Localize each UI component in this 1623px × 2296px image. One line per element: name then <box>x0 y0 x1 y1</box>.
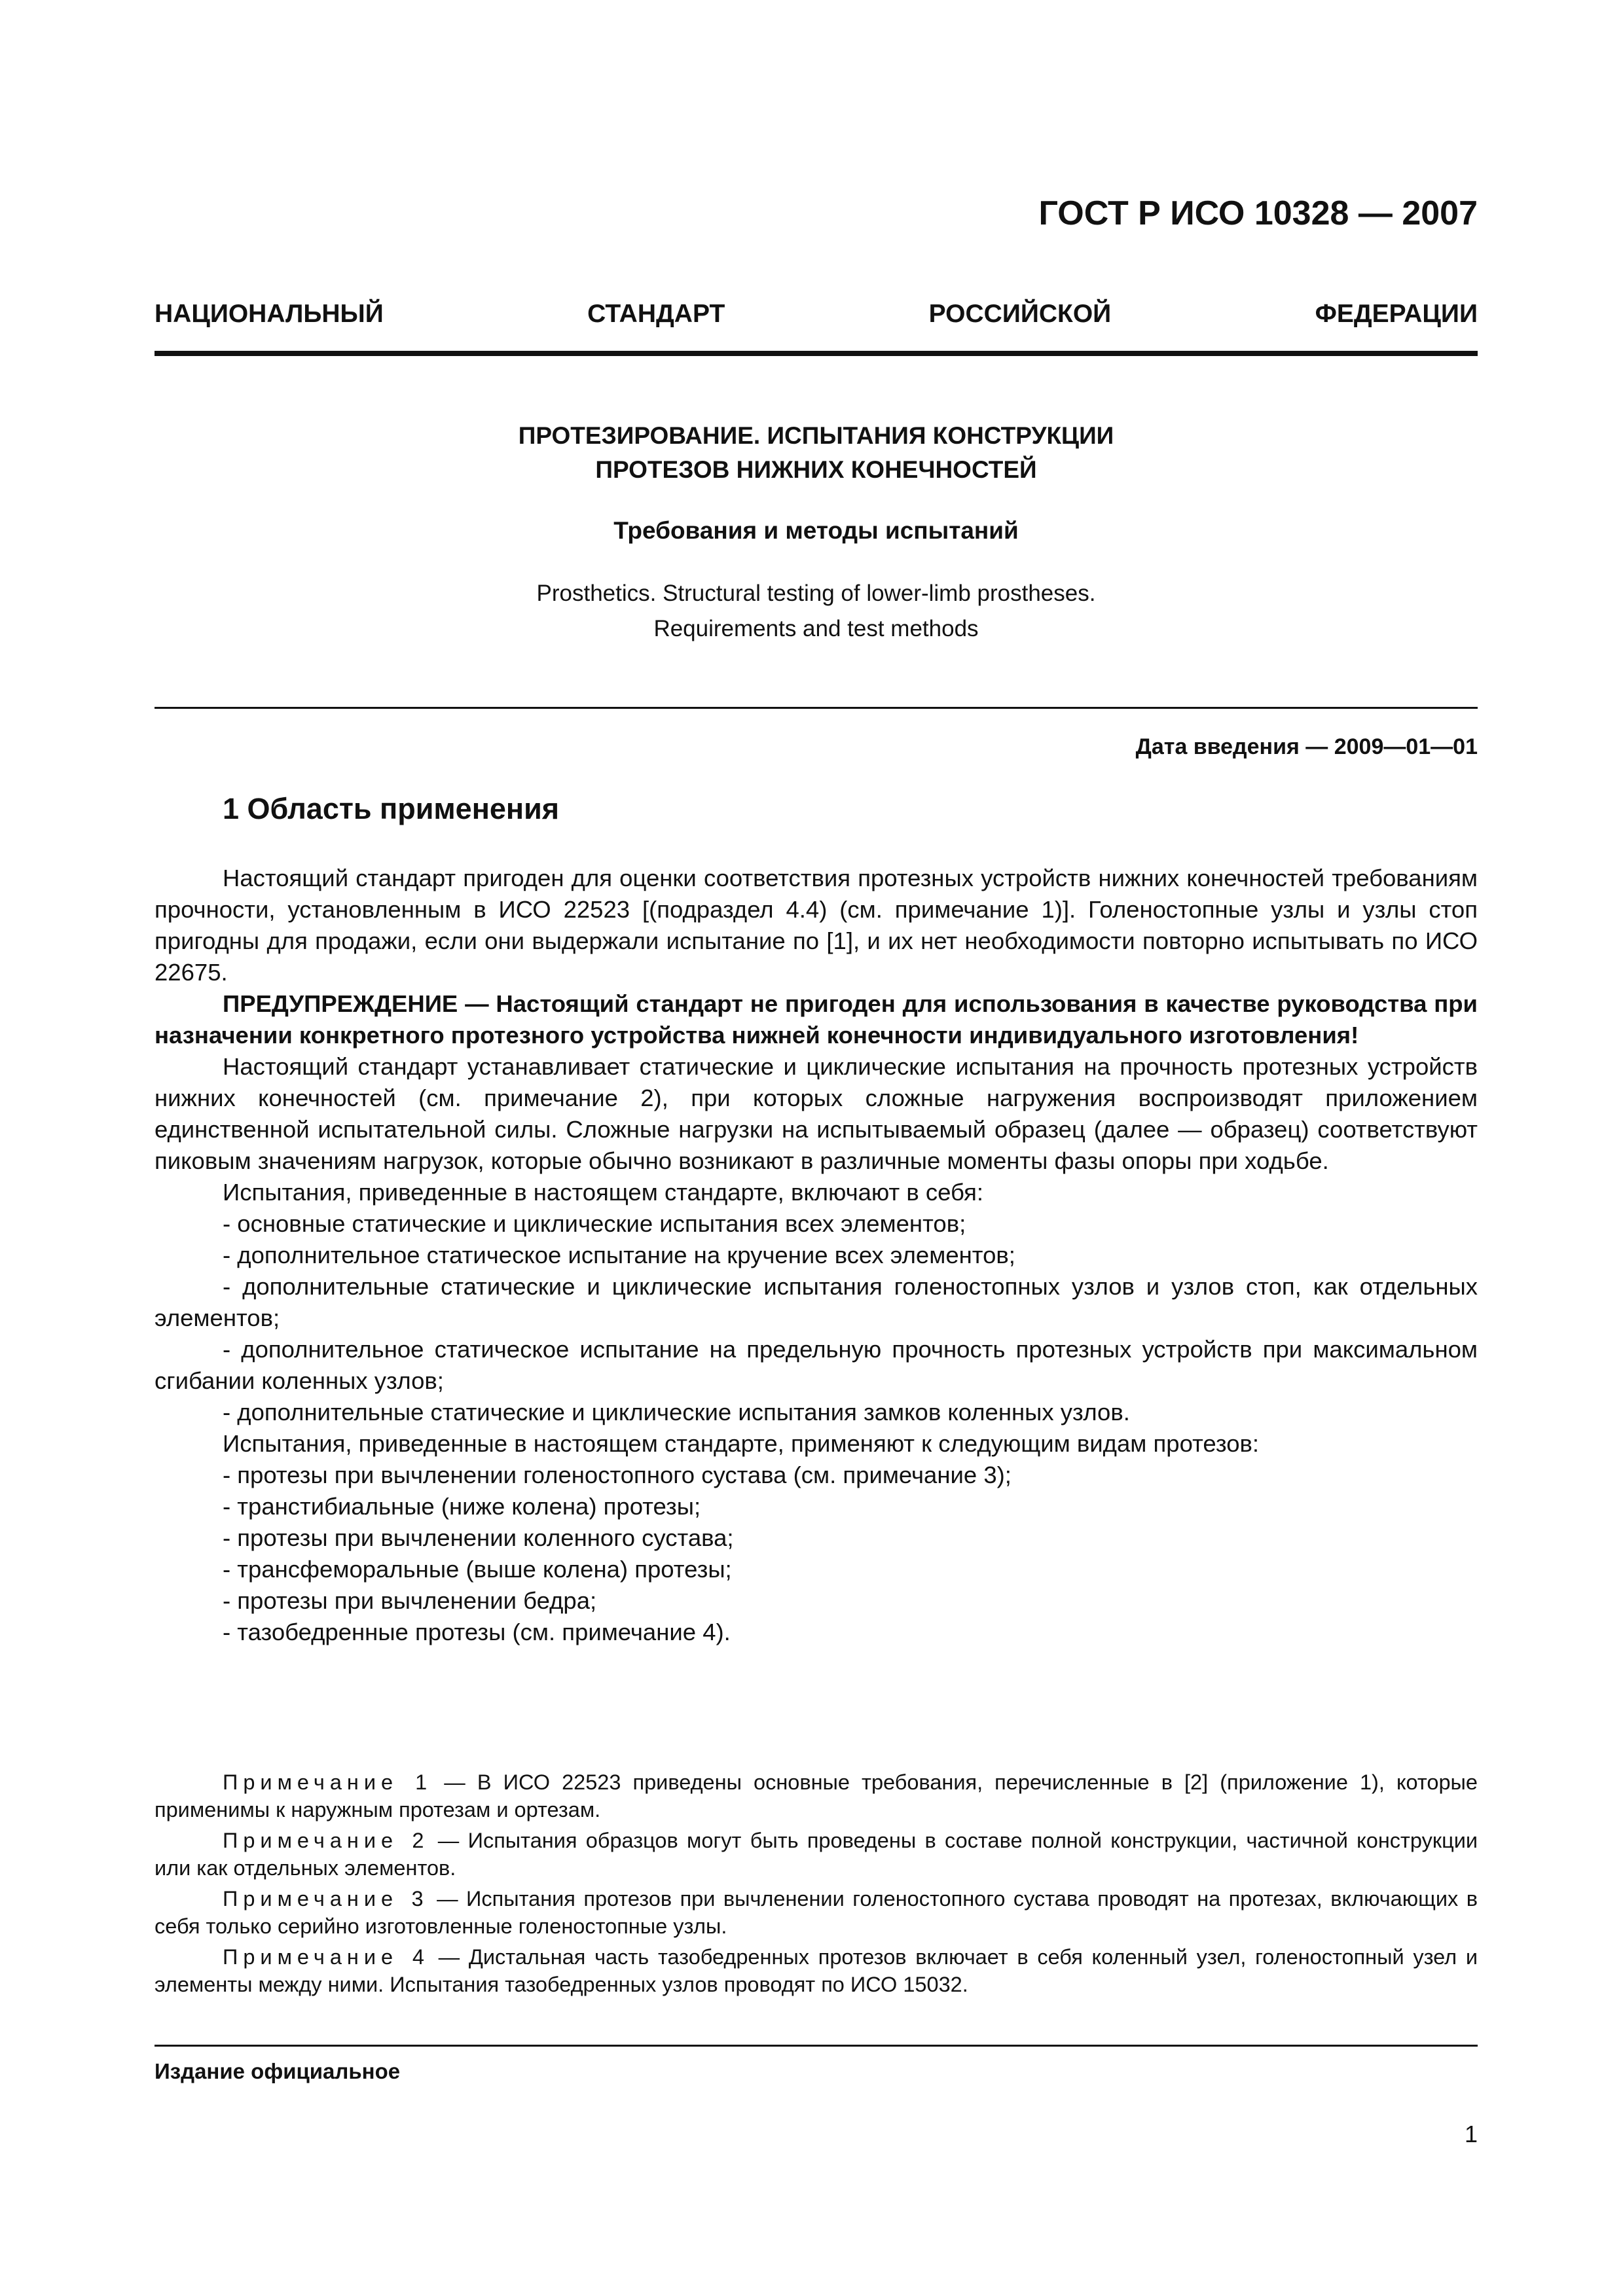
title-block <box>155 419 1478 647</box>
paragraph: Испытания, приведенные в настоящем стандарте, включают в себя: <box>223 1179 984 1206</box>
warning-paragraph: ПРЕДУПРЕЖДЕНИЕ — Настоящий стандарт не пригоден для использования в качестве руководства при назначении конкретного протезного устройства нижней конечности индивидуального изготовления! <box>155 990 1478 1049</box>
page-number: 1 <box>1464 2121 1478 2147</box>
list-item: - тазобедренные протезы (см. примечание 4). <box>223 1619 731 1645</box>
note <box>155 1943 1478 1998</box>
list-item: - дополнительные статические и циклические испытания голеностопных узлов и узлов стоп, как отдельных элементов; <box>155 1273 1478 1331</box>
list-item: - протезы при вычленении бедра; <box>223 1587 597 1614</box>
title-line-1: ПРОТЕЗИРОВАНИЕ. ИСПЫТАНИЯ КОНСТРУКЦИИ <box>518 422 1114 449</box>
list-item: - трансфеморальные (выше колена) протезы; <box>223 1556 732 1583</box>
top-rule <box>155 351 1478 356</box>
paragraph: Настоящий стандарт пригоден для оценки соответствия протезных устройств нижних конечностей требованиям прочности, установленным в ИСО 22523 [(подраздел 4.4) (см. примечание 1)]. Голеностопные узлы и узлы стоп пригодны для продажи, если они выдержали испытание по [1], и их нет необходимости повторно испытывать по ИСО 22675. <box>155 865 1478 986</box>
subtitle: Требования и методы испытаний <box>613 517 1019 544</box>
note-label: Примечание 4 <box>223 1945 429 1969</box>
english-title-line-1: Prosthetics. Structural testing of lower-limb prostheses. <box>536 581 1096 606</box>
banner-word: ФЕДЕРАЦИИ <box>1315 300 1478 328</box>
middle-rule <box>155 707 1478 709</box>
standard-number: ГОСТ Р ИСО 10328 — 2007 <box>1038 194 1478 232</box>
banner-word: СТАНДАРТ <box>587 300 725 328</box>
list-item: - протезы при вычленении коленного сустава; <box>223 1524 734 1551</box>
banner-word: НАЦИОНАЛЬНЫЙ <box>155 300 384 328</box>
list-item: - протезы при вычленении голеностопного сустава (см. примечание 3); <box>223 1462 1012 1488</box>
list-item: - дополнительное статическое испытание на предельную прочность протезных устройств при максимальном сгибании коленных узлов; <box>155 1336 1478 1394</box>
note <box>155 1885 1478 1940</box>
banner-word: РОССИЙСКОЙ <box>928 300 1112 328</box>
section-body <box>155 863 1478 1648</box>
note <box>155 1827 1478 1882</box>
notes-block <box>155 1768 1478 2001</box>
list-item: - основные статические и циклические испытания всех элементов; <box>223 1210 966 1237</box>
standard-banner <box>155 300 1478 329</box>
introduction-date: Дата введения — 2009—01—01 <box>1135 734 1478 759</box>
english-title-line-2: Requirements and test methods <box>653 616 979 641</box>
list-item: - дополнительное статическое испытание на кручение всех элементов; <box>223 1242 1015 1268</box>
note-text: — Дистальная часть тазобедренных протезов включает в себя коленный узел, голеностопный узел и элементы между ними. Испытания тазобедренных узлов проводят по ИСО 15032. <box>155 1945 1478 1996</box>
note-text: — В ИСО 22523 приведены основные требования, перечисленные в [2] (приложение 1), которые применимы к наружным протезам и ортезам. <box>155 1770 1478 1821</box>
title-line-2: ПРОТЕЗОВ НИЖНИХ КОНЕЧНОСТЕЙ <box>595 456 1037 483</box>
note-text: — Испытания образцов могут быть проведены в составе полной конструкции, частичной конструкции или как отдельных элементов. <box>155 1829 1478 1880</box>
edition-label: Издание официальное <box>155 2059 401 2083</box>
note-label: Примечание 2 <box>223 1829 429 1852</box>
bottom-rule <box>155 2045 1478 2047</box>
note <box>155 1768 1478 1823</box>
note-label: Примечание 1 <box>223 1770 433 1794</box>
list-item: - дополнительные статические и циклические испытания замков коленных узлов. <box>223 1399 1130 1426</box>
note-text: — Испытания протезов при вычленении голеностопного сустава проводят на протезах, включающих в себя только серийно изготовленные голеностопные узлы. <box>155 1887 1478 1938</box>
paragraph: Настоящий стандарт устанавливает статические и циклические испытания на прочность протезных устройств нижних конечностей (см. примечание 2), при которых сложные нагружения воспроизводят приложением единственной испытательной силы. Сложные нагрузки на испытываемый образец (далее — образец) соответствуют пиковым значениям нагрузок, которые обычно возникают в различные моменты фазы опоры при ходьбе. <box>155 1053 1478 1174</box>
paragraph: Испытания, приведенные в настоящем стандарте, применяют к следующим видам протезов: <box>223 1430 1260 1457</box>
list-item: - транстибиальные (ниже колена) протезы; <box>223 1493 701 1520</box>
section-heading: 1 Область применения <box>223 792 560 825</box>
note-label: Примечание 3 <box>223 1887 429 1910</box>
english-title <box>155 576 1478 647</box>
